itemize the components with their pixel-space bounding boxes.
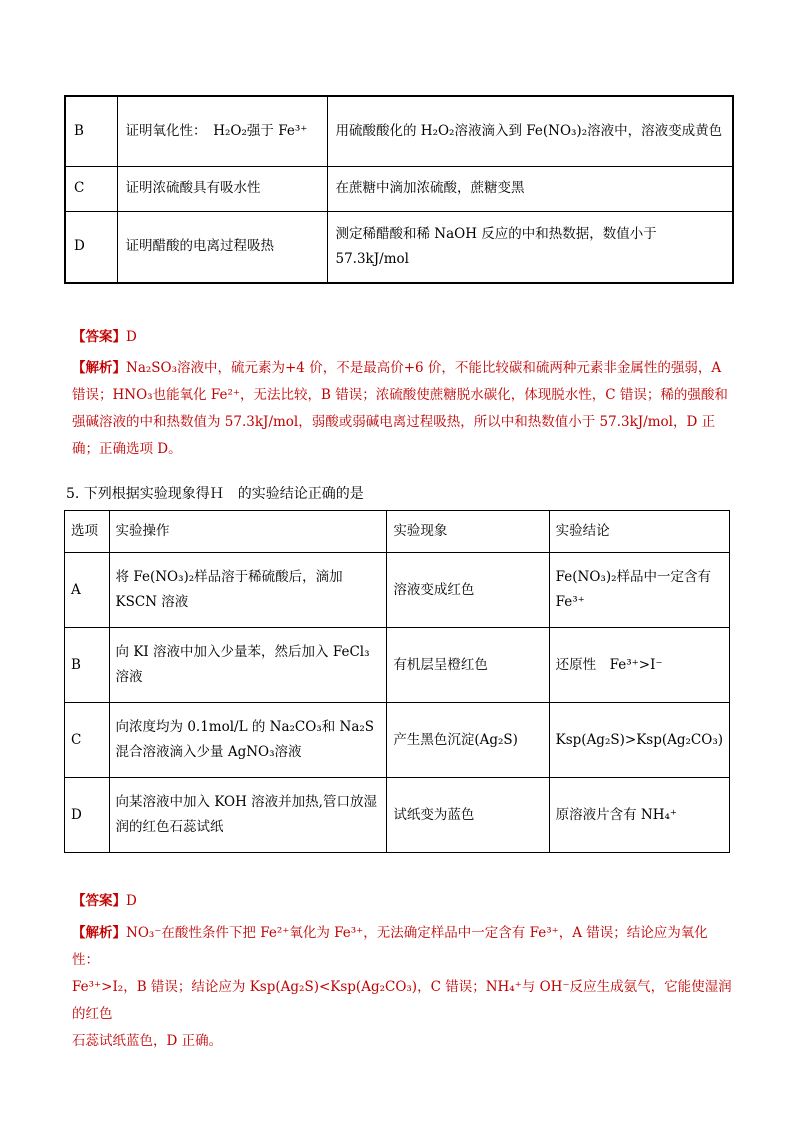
analysis-line: 强碱溶液的中和热数值为 57.3kJ/mol，弱酸或弱碱电离过程吸热，所以中和热数值小于 57.3kJ/mol，D 正: [72, 414, 716, 430]
table-row: [65, 553, 730, 628]
option-cell: D: [65, 211, 117, 283]
operation-cell: 测定稀醋酸和稀 NaOH 反应的中和热数据，数值小于 57.3kJ/mol: [327, 211, 733, 283]
table-row: [65, 628, 730, 703]
analysis-line: Na₂SO₃溶液中，硫元素为+4 价，不是最高价+6 价，不能比较碳和硫两种元素非金属性的强弱，A: [126, 360, 722, 376]
analysis-label: 【解析】: [72, 360, 126, 376]
analysis-line: 确；正确选项 D。: [72, 441, 182, 457]
header-phenomenon: 实验现象: [387, 511, 549, 553]
header-option: 选项: [65, 511, 110, 553]
table-row: [65, 166, 733, 211]
phenomenon-cell: 试纸变为蓝色: [387, 778, 549, 853]
operation-cell: 用硫酸酸化的 H₂O₂溶液滴入到 Fe(NO₃)₂溶液中，溶液变成黄色: [327, 96, 733, 166]
option-cell: D: [65, 778, 110, 853]
header-operation: 实验操作: [109, 511, 387, 553]
table-row: [65, 703, 730, 778]
answer-value: D: [126, 893, 137, 909]
phenomenon-cell: 有机层呈橙红色: [387, 628, 549, 703]
answer-line: [72, 888, 137, 915]
analysis-line: 石蕊试纸蓝色，D 正确。: [72, 1033, 223, 1049]
table-row: [65, 778, 730, 853]
answer-label: 【答案】: [72, 893, 126, 909]
operation-cell: 向某溶液中加入 KOH 溶液并加热,管口放湿润的红色石蕊试纸: [109, 778, 387, 853]
option-cell: C: [65, 166, 117, 211]
table-header-row: [65, 511, 730, 553]
analysis-line: Fe³⁺>I₂，B 错误；结论应为 Ksp(Ag₂S)<Ksp(Ag₂CO₃)，C 错误；NH₄⁺与 OH⁻反应生成氨气，它能使湿润的红色: [72, 979, 732, 1022]
header-conclusion: 实验结论: [549, 511, 729, 553]
purpose-cell: 证明氧化性： H₂O₂强于 Fe³⁺: [117, 96, 327, 166]
table-row: [65, 211, 733, 283]
analysis-label: 【解析】: [72, 925, 126, 941]
option-cell: C: [65, 703, 110, 778]
option-cell: A: [65, 553, 110, 628]
conclusion-cell: 还原性 Fe³⁺>I⁻: [549, 628, 729, 703]
table-previous-question: [64, 95, 734, 284]
question-5-table: [64, 510, 730, 853]
option-cell: B: [65, 628, 110, 703]
phenomenon-cell: 产生黑色沉淀(Ag₂S): [387, 703, 549, 778]
purpose-cell: 证明浓硫酸具有吸水性: [117, 166, 327, 211]
analysis-line: NO₃⁻在酸性条件下把 Fe²⁺氧化为 Fe³⁺，无法确定样品中一定含有 Fe³⁺，A 错误；结论应为氧化性：: [72, 925, 708, 968]
operation-cell: 向浓度均为 0.1mol/L 的 Na₂CO₃和 Na₂S 混合溶液滴入少量 AgNO₃溶液: [109, 703, 387, 778]
conclusion-cell: Ksp(Ag₂S)>Ksp(Ag₂CO₃): [549, 703, 729, 778]
phenomenon-cell: 溶液变成红色: [387, 553, 549, 628]
analysis-block: [72, 355, 732, 463]
answer-value: D: [126, 329, 137, 345]
purpose-cell: 证明醋酸的电离过程吸热: [117, 211, 327, 283]
operation-cell: 在蔗糖中滴加浓硫酸，蔗糖变黑: [327, 166, 733, 211]
option-cell: B: [65, 96, 117, 166]
analysis-line: 错误；HNO₃也能氧化 Fe²⁺，无法比较，B 错误；浓硫酸使蔗糖脱水碳化，体现脱水性，C 错误；稀的强酸和: [72, 387, 728, 403]
conclusion-cell: 原溶液片含有 NH₄⁺: [549, 778, 729, 853]
analysis-block: [72, 920, 732, 1055]
table-row: [65, 96, 733, 166]
conclusion-cell: Fe(NO₃)₂样品中一定含有 Fe³⁺: [549, 553, 729, 628]
question-5-text: 5. 下列根据实验现象得Ｈ 的实验结论正确的是: [66, 486, 364, 502]
answer-line: [72, 324, 137, 351]
operation-cell: 将 Fe(NO₃)₂样品溶于稀硫酸后，滴加 KSCN 溶液: [109, 553, 387, 628]
answer-label: 【答案】: [72, 329, 126, 345]
operation-cell: 向 KI 溶液中加入少量苯，然后加入 FeCl₃溶液: [109, 628, 387, 703]
